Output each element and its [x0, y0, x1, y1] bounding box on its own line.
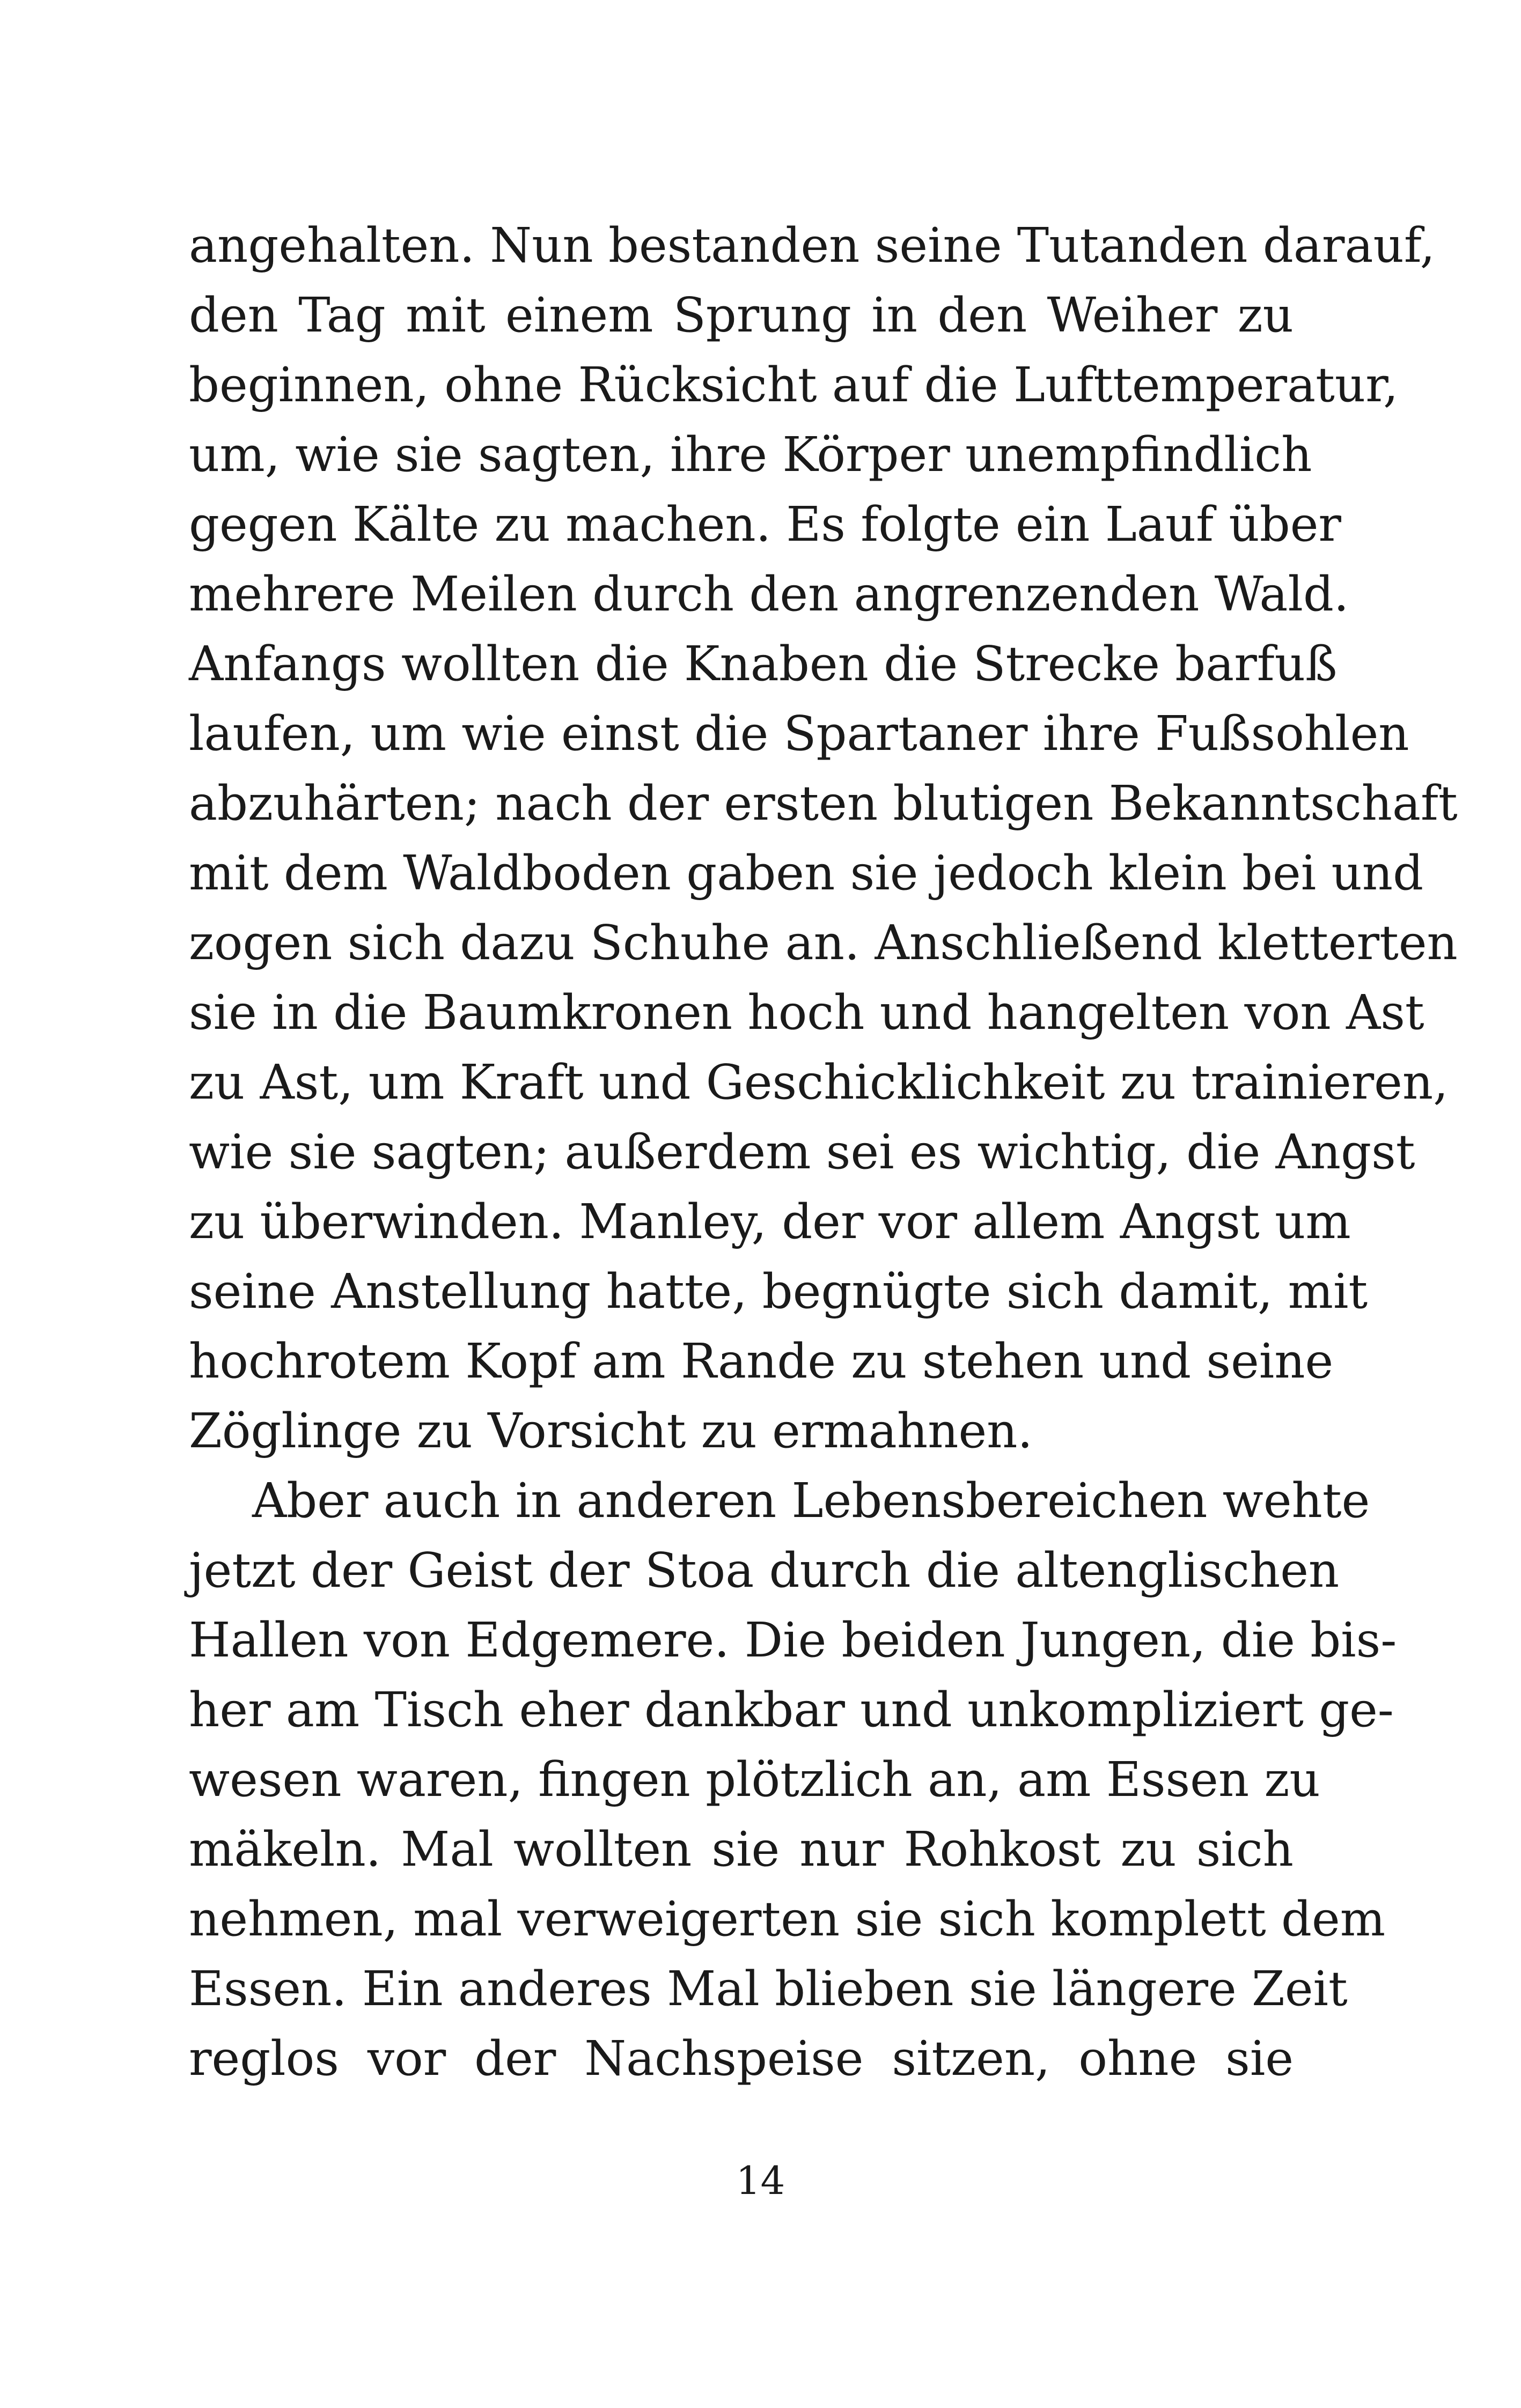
text-line: um, wie sie sagten, ihre Körper unempfindlich: [189, 426, 1312, 482]
text-line: Essen. Ein anderes Mal blieben sie längere Zeit: [189, 1961, 1348, 2016]
text-line: zu Ast, um Kraft und Geschicklichkeit zu trainieren,: [189, 1054, 1449, 1110]
text-line: Aber auch in anderen Lebensbereichen wehte: [252, 1472, 1370, 1528]
text-line: Zöglinge zu Vorsicht zu ermahnen.: [189, 1403, 1033, 1459]
text-line: nehmen, mal verweigerten sie sich komplett dem: [189, 1891, 1386, 1947]
text-line: zu überwinden. Manley, der vor allem Angst um: [189, 1194, 1351, 1249]
text-line: seine Anstellung hatte, begnügte sich damit, mit: [189, 1263, 1368, 1319]
text-line: zogen sich dazu Schuhe an. Anschließend kletterten: [189, 915, 1458, 970]
text-line: mit dem Waldboden gaben sie jedoch klein bei und: [189, 845, 1424, 901]
text-line: her am Tisch eher dankbar und unkompliziert ge-: [189, 1682, 1394, 1737]
text-line: wie sie sagten; außerdem sei es wichtig, die Angst: [189, 1124, 1415, 1180]
page-number: 14: [736, 2158, 785, 2203]
body-text: [189, 210, 1458, 2093]
text-line: mehrere Meilen durch den angrenzenden Wald.: [189, 566, 1349, 622]
text-line: reglos vor der Nachspeise sitzen, ohne sie: [189, 2030, 1294, 2086]
text-line: hochrotem Kopf am Rande zu stehen und seine: [189, 1333, 1334, 1389]
text-line: sie in die Baumkronen hoch und hangelten von Ast: [189, 984, 1424, 1040]
text-line: mäkeln. Mal wollten sie nur Rohkost zu sich: [189, 1821, 1294, 1877]
text-line: angehalten. Nun bestanden seine Tutanden darauf,: [189, 217, 1435, 273]
text-line: den Tag mit einem Sprung in den Weiher zu: [189, 287, 1294, 343]
text-line: Anfangs wollten die Knaben die Strecke barfuß: [189, 636, 1338, 691]
text-line: laufen, um wie einst die Spartaner ihre Fußsohlen: [189, 705, 1409, 761]
text-line: beginnen, ohne Rücksicht auf die Lufttemperatur,: [189, 357, 1399, 413]
text-line: abzuhärten; nach der ersten blutigen Bekanntschaft: [189, 775, 1458, 831]
text-line: jetzt der Geist der Stoa durch die altenglischen: [189, 1542, 1340, 1598]
text-line: wesen waren, fingen plötzlich an, am Essen zu: [189, 1751, 1320, 1807]
text-line: gegen Kälte zu machen. Es folgte ein Lauf über: [189, 496, 1341, 552]
text-line: Hallen von Edgemere. Die beiden Jungen, die bis-: [189, 1612, 1397, 1668]
